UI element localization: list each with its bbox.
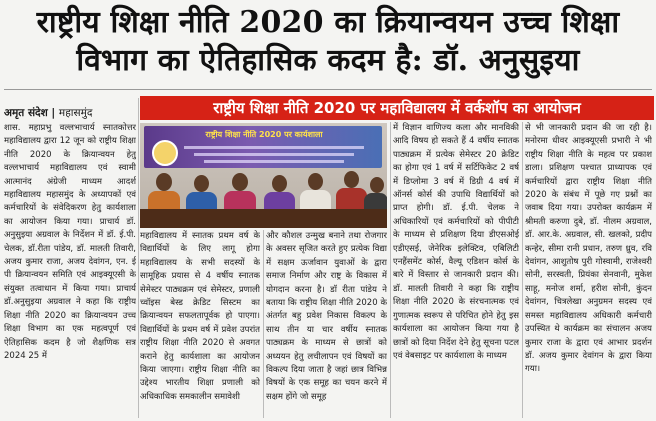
dateline-separator: | — [51, 107, 56, 119]
column-text: महाविद्यालय में स्नातक प्रथम वर्ष के विद्यार्थियों के लिए लागू होगा महाविद्यालय के सभी सदस्यों के सामूहिक प्रयास से 4 वर्षीय स्नातक सेमेस्टर पाठ्यक्रम एवं सेमेस्टर, प्रणाली च्वॉइस बेस्ड क्रेडिट सिस्टम का क्रियान्वयन सफलतापूर्वक हो पाएगा। विद्यार्थियों के प्रथम वर्ष में प्रवेश उपरांत राष्ट्रीय शिक्षा नीति 2020 से अवगत कराने हेतु कार्यशाला का आयोजन किया जाएगा। राष्ट्रीय शिक्षा नीति का उद्देश्य भारतीय शिक्षा प्रणाली को अधिकाधिक समकालीन समावेशी — [140, 231, 260, 402]
headline — [6, 4, 650, 80]
article-column-4 — [393, 122, 519, 418]
article-column-2 — [140, 230, 260, 418]
newspaper-name: अमृत संदेश — [4, 107, 48, 119]
article-column-3 — [266, 230, 387, 418]
photo-banner-text: राष्ट्रीय शिक्षा नीति 2020 पर कार्यशाला — [205, 130, 323, 139]
column-text: और कौशल उन्मुख बनाने तथा रोजगार के अवसर सृजित करते हुए प्रत्येक विद्या में सक्षम ऊर्जावान युवाओं के द्वारा समाज निर्माण और राष्ट्र के विकास में योगदान करना है। डॉ रीता पांडेय ने बताया कि राष्ट्रीय शिक्षा नीति 2020 के अंतर्गत बहु प्रवेश निकास विकल्प के साथ तीन या चार वर्षीय स्नातक पाठ्यक्रम के माध्यम से छात्रों को अध्ययन हेतु लचीलापन एवं विषयों का विकल्प दिया जाता है जहां छात्र विभिन्न विषयों के एक समूह का चयन करने में सक्षम होंगे जो समूह — [266, 231, 387, 402]
college-logo-icon — [152, 140, 178, 166]
article-column-5 — [525, 122, 652, 418]
column-rule — [138, 98, 139, 418]
photo-table — [140, 209, 387, 228]
dateline — [4, 106, 92, 120]
dateline-place: महासमुंद — [58, 107, 93, 119]
subheadline: राष्ट्रीय शिक्षा नीति 2020 पर महाविद्यालय में वर्कशॉप का आयोजन — [140, 96, 654, 120]
column-rule — [263, 230, 264, 418]
column-text: में विज्ञान वाणिज्य कला और मानविकी आदि विषय हो सकते हैं 4 वर्षीय स्नातक पाठ्यक्रम में प्रत्येक सेमेस्टर 20 क्रेडिट का होगा एवं 1 वर्ष में सर्टिफिकेट 2 वर्ष में डिप्लोमा 3 वर्ष में डिग्री 4 वर्ष में ऑनर्स कोर्स की उपाधि विद्यार्थियों को प्राप्त होगी। डॉ. ई.पी. चेलक ने अधिकारियों एवं कर्मचारियों को पीपीटी के माध्यम से प्रशिक्षण दिया डीएसओई एडीएसई, जेनेरिक इलेक्टिव, एबिलिटी एनहैंसमेंट कोर्स, वैल्यू एडिशन कोर्स के बारे में विस्तार से जानकारी प्रदान की। डॉ. मालती तिवारी ने कहा कि राष्ट्रीय शिक्षा नीति 2020 के संरचनात्मक एवं गुणात्मक स्वरूप से परिचित होने हेतु इस कार्यशाला का आयोजन किया गया है छात्रों को दिया निर्देश देने हेतु सूचना पटल एवं वेबसाइट पर कार्यशाला के माध्यम — [393, 123, 519, 361]
column-rule — [390, 122, 391, 418]
column-text: से भी जानकारी प्रदान की जा रही है। मनोरमा धीवर आइक्यूएसी प्रभारी ने भी राष्ट्रीय शिक्षा नीति के महत्व पर प्रकाश डाला। प्रशिक्षण पश्चात प्राध्यापक एवं कर्मचारियों द्वारा राष्ट्रीय शिक्षा नीति 2020 के संबंध में पूछे गए प्रश्नों का जवाब दिया गया। उपरोक्त कार्यक्रम में श्रीमती करुणा दुबे, डॉ. नीलम अग्रवाल, डॉ. आर.के. अग्रवाल, सी. खलको, प्रदीप कन्हेर, सीमा रानी प्रधान, तरुण ध्रुव, रवि देवांगन, आशुतोष पुरी गोस्वामी, राजेश्वरी सोनी, सरस्वती, प्रियंका सेनवानी, मुकेश साहू, मनोज शर्मा, हरीश सोनी, कुंदन देवांगन, चित्रलेखा अनुग्रमन सदस्य एवं समस्त महाविद्यालय अधिकारी कर्मचारी उपस्थित थे कार्यक्रम का संचालन अजय कुमार राजा के द्वारा एवं आभार प्रदर्शन डॉ. अजय कुमार देवांगन के द्वारा किया गया। — [525, 123, 652, 375]
column-text: शास. महाप्रभु वल्लभाचार्य स्नातकोत्तर महाविद्यालय द्वारा 12 जून को राष्ट्रीय शिक्षा नीति 2020 के क्रियान्वयन हेतु वल्लभाचार्य महाविद्यालय एवं स्वामी आत्मानंद अंग्रेजी माध्यम आदर्श महाविद्यालय महासमुंद के अध्यापकों एवं कर्मचारियों के संवेदिकरण हेतु कार्यशाला का आयोजन किया गया। प्राचार्य डॉ. अनुसुइया अग्रवाल के निर्देशन में डॉ. ई.पी. चेलक, डॉ.रीता पांडेय, डॉ. मालती तिवारी, अजय कुमार राजा, अजय देवांगन, एन. ई पी क्रियान्वयन समिति एवं आइक्यूएसी के संयुक्त तत्वाधान में किया गया। प्राचार्य डॉ.अनुसुइया अग्रवाल ने कहा कि राष्ट्रीय शिक्षा नीति 2020 का क्रियान्वयन उच्च शिक्षा विभाग का एक महत्वपूर्ण एवं ऐतिहासिक कदम है जो शैक्षणिक सत्र 2024 25 में — [4, 123, 136, 361]
headline-line-1: राष्ट्रीय शिक्षा नीति 2020 का क्रियान्वयन उच्च शिक्षा — [36, 5, 620, 40]
headline-divider — [4, 89, 652, 90]
article-column-1 — [4, 122, 136, 418]
event-photo — [140, 123, 387, 228]
headline-line-2: विभाग का ऐतिहासिक कदम है: डॉ. अनुसुइया — [76, 43, 580, 78]
photo-stage-banner — [144, 126, 382, 168]
column-rule — [522, 122, 523, 418]
